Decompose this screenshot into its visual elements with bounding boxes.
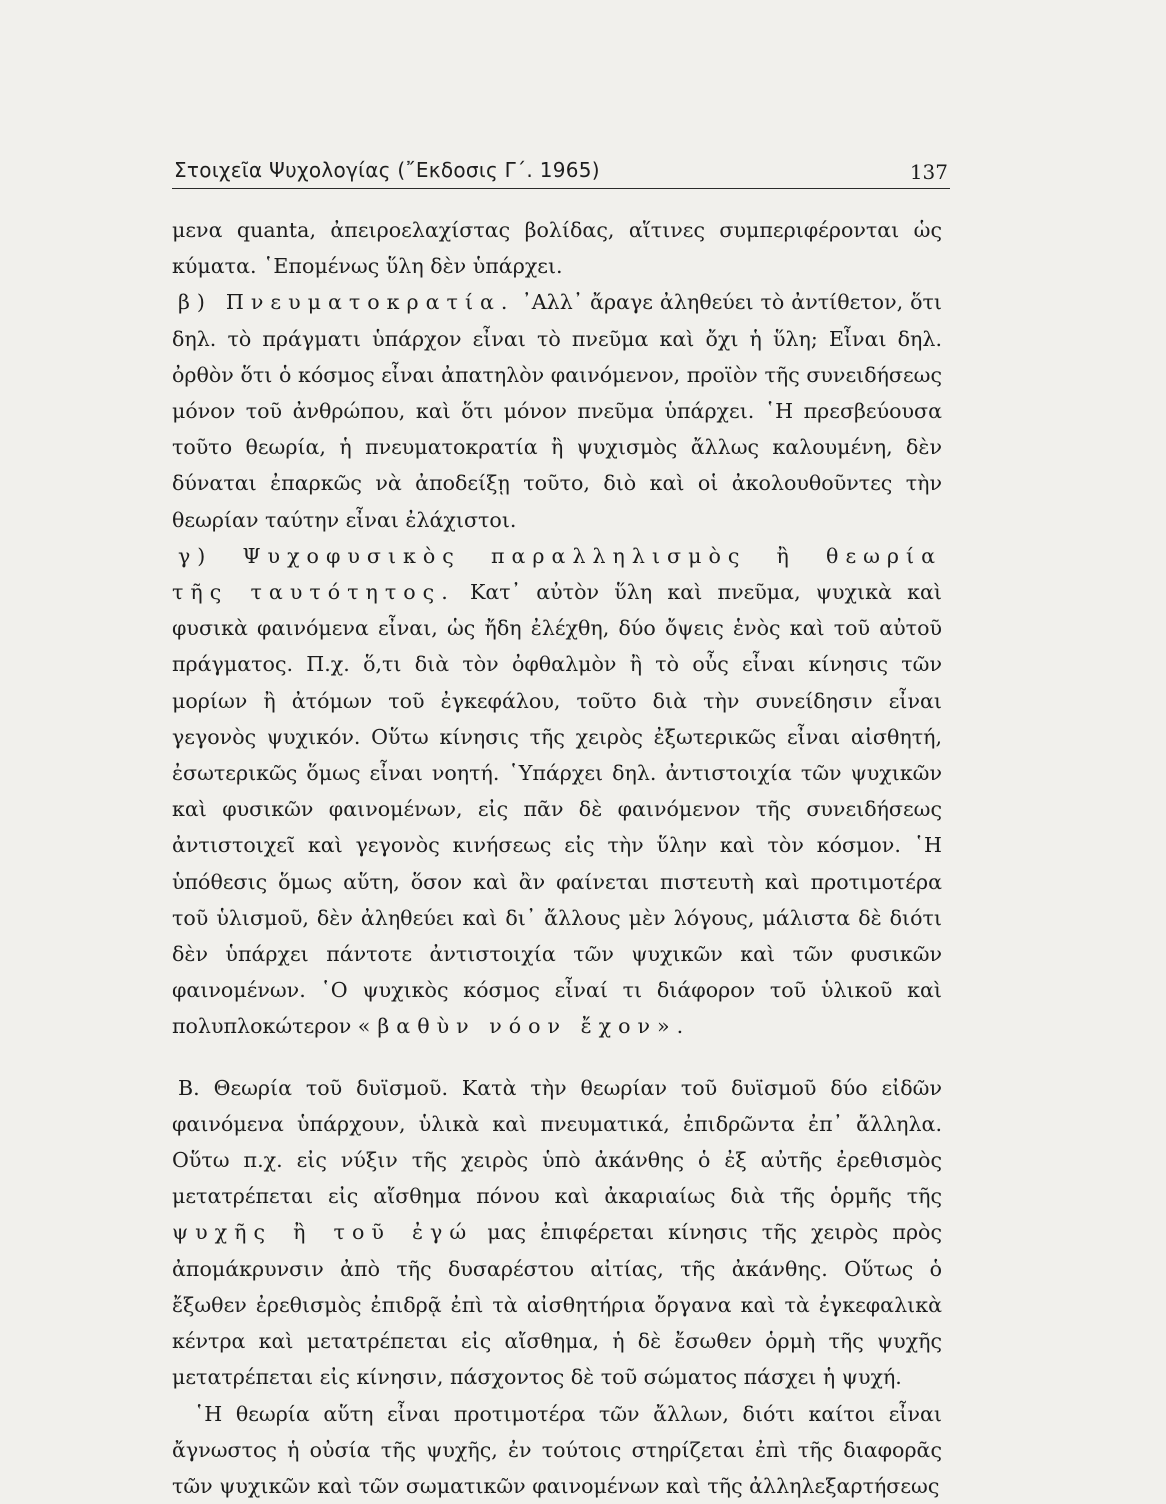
section-beta-heading: β) Πνευματοκρατία. <box>178 290 514 314</box>
paragraph-4 <box>172 1070 942 1396</box>
section-gap <box>172 1045 942 1070</box>
paragraph-4-text-b: μας ἐπιφέρεται κίνησις τῆς χειρὸς πρὸς ἀπομάκρυνσιν ἀπὸ τῆς δυσαρέστου αἰτίας, τῆς ἀκάνθης. Οὕτως ὁ ἔξωθεν ἐρεθισμὸς ἐπιδρᾷ ἐπὶ τὰ αἰσθητήρια ὄργανα καὶ τὰ ἐγκεφαλικὰ κέντρα καὶ μετατρέπεται εἰς αἴσθημα, ἡ δὲ ἔσωθεν ὁρμὴ τῆς ψυχῆς μετατρέπεται εἰς κίνησιν, πάσχοντος δὲ τοῦ σώματος πάσχει ἡ ψυχή. <box>172 1220 942 1389</box>
paragraph-3-quote: «βαθὺν νόον ἔχον». <box>358 1014 690 1038</box>
running-header <box>172 152 950 189</box>
paragraph-3 <box>172 538 942 1045</box>
body-text <box>172 212 942 1504</box>
section-B-heading: Β. Θεωρία τοῦ δυϊσμοῦ. <box>178 1076 448 1100</box>
paragraph-4-text-a: Κατὰ τὴν θεωρίαν τοῦ δυϊσμοῦ δύο εἰδῶν φαινόμενα ὑπάρχουν, ὑλικὰ καὶ πνευματικά, ἐπιδρῶντα ἐπ᾿ ἄλληλα. Οὕτω π.χ. εἰς νύξιν τῆς χειρὸς ὑπὸ ἀκάνθης ὁ ἐξ αὐτῆς ἐρεθισμὸς μετατρέπεται εἰς αἴσθημα πόνου καὶ ἀκαριαίως διὰ τῆς ὁρμῆς τῆς <box>172 1076 942 1209</box>
paragraph-3-text: Κατ᾿ αὐτὸν ὕλη καὶ πνεῦμα, ψυχικὰ καὶ φυσικὰ φαινόμενα εἶναι, ὡς ἤδη ἐλέχθη, δύο ὄψεις ἑνὸς καὶ τοῦ αὐτοῦ πράγματος. Π.χ. ὅ,τι διὰ τὸν ὀφθαλμὸν ἢ τὸ οὖς εἶναι κίνησις τῶν μορίων ἢ ἀτόμων τοῦ ἐγκεφάλου, τοῦτο διὰ τὴν συνείδησιν εἶναι γεγονὸς ψυχικόν. Οὕτω κίνησις τῆς χειρὸς ἐξωτερικῶς εἶναι αἰσθητή, ἐσωτερικῶς ὅμως εἶναι νοητή. ῾Υπάρχει δηλ. ἀντιστοιχία τῶν ψυχικῶν καὶ φυσικῶν φαινομένων, εἰς πᾶν δὲ φαινόμενον τῆς συνειδήσεως ἀντιστοιχεῖ καὶ γεγονὸς κινήσεως εἰς τὴν ὕλην καὶ τὸν κόσμον. ῾Η ὑπόθεσις ὅμως αὕτη, ὅσον καὶ ἂν φαίνεται πιστευτὴ καὶ προτιμοτέρα τοῦ ὑλισμοῦ, δὲν ἀληθεύει καὶ δι᾿ ἄλλους μὲν λόγους, μάλιστα δὲ διότι δὲν ὑπάρχει πάντοτε ἀντιστοιχία τῶν ψυχικῶν καὶ τῶν φυσικῶν φαινομένων. ῾Ο ψυχικὸς κόσμος εἶναί τι διάφορον τοῦ ὑλικοῦ καὶ πολυπλοκώτερον <box>172 580 942 1038</box>
paragraph-1 <box>172 212 942 284</box>
paragraph-4-spaced-phrase: ψυχῆς ἢ τοῦ ἐγώ <box>172 1220 473 1244</box>
paragraph-5-text: ῾Η θεωρία αὕτη εἶναι προτιμοτέρα τῶν ἄλλων, διότι καίτοι εἶναι ἄγνωστος ἡ οὐσία τῆς ψυχῆς, ἐν τούτοις στηρίζεται ἐπὶ τῆς διαφορᾶς τῶν ψυχικῶν καὶ τῶν σωματικῶν φαινομένων καὶ τῆς ἀλληλεξαρτήσεως <box>172 1402 942 1498</box>
paragraph-5 <box>172 1396 942 1504</box>
paragraph-2-text: ᾿Αλλ᾿ ἄραγε ἀληθεύει τὸ ἀντίθετον, ὅτι δηλ. τὸ πράγματι ὑπάρχον εἶναι τὸ πνεῦμα καὶ ὄχι ἡ ὕλη; Εἶναι δηλ. ὀρθὸν ὅτι ὁ κόσμος εἶναι ἀπατηλὸν φαινόμενον, προϊὸν τῆς συνειδήσεως μόνον τοῦ ἀνθρώπου, καὶ ὅτι μόνον πνεῦμα ὑπάρχει. ῾Η πρεσβεύουσα τοῦτο θεωρία, ἡ πνευματοκρατία ἢ ψυχισμὸς ἄλλως καλουμένη, δὲν δύναται ἐπαρκῶς νὰ ἀποδείξῃ τοῦτο, διὸ καὶ οἱ ἀκολουθοῦντες τὴν θεωρίαν ταύτην εἶναι ἐλάχιστοι. <box>172 290 942 531</box>
paragraph-1-text: μενα quanta, ἀπειροελαχίστας βολίδας, αἵτινες συμπεριφέρονται ὡς κύματα. ῾Επομένως ὕλη δὲν ὑπάρχει. <box>172 218 942 278</box>
paragraph-2 <box>172 284 942 537</box>
section-gamma-heading: γ) Ψυχοφυσικὸς παραλληλισμὸς ἢ θεωρία τῆς ταυτότητος. <box>172 544 942 604</box>
header-title: Στοιχεῖα Ψυχολογίας (῎Εκδοσις Γ΄. 1965) <box>174 158 600 182</box>
page-number: 137 <box>910 160 948 184</box>
